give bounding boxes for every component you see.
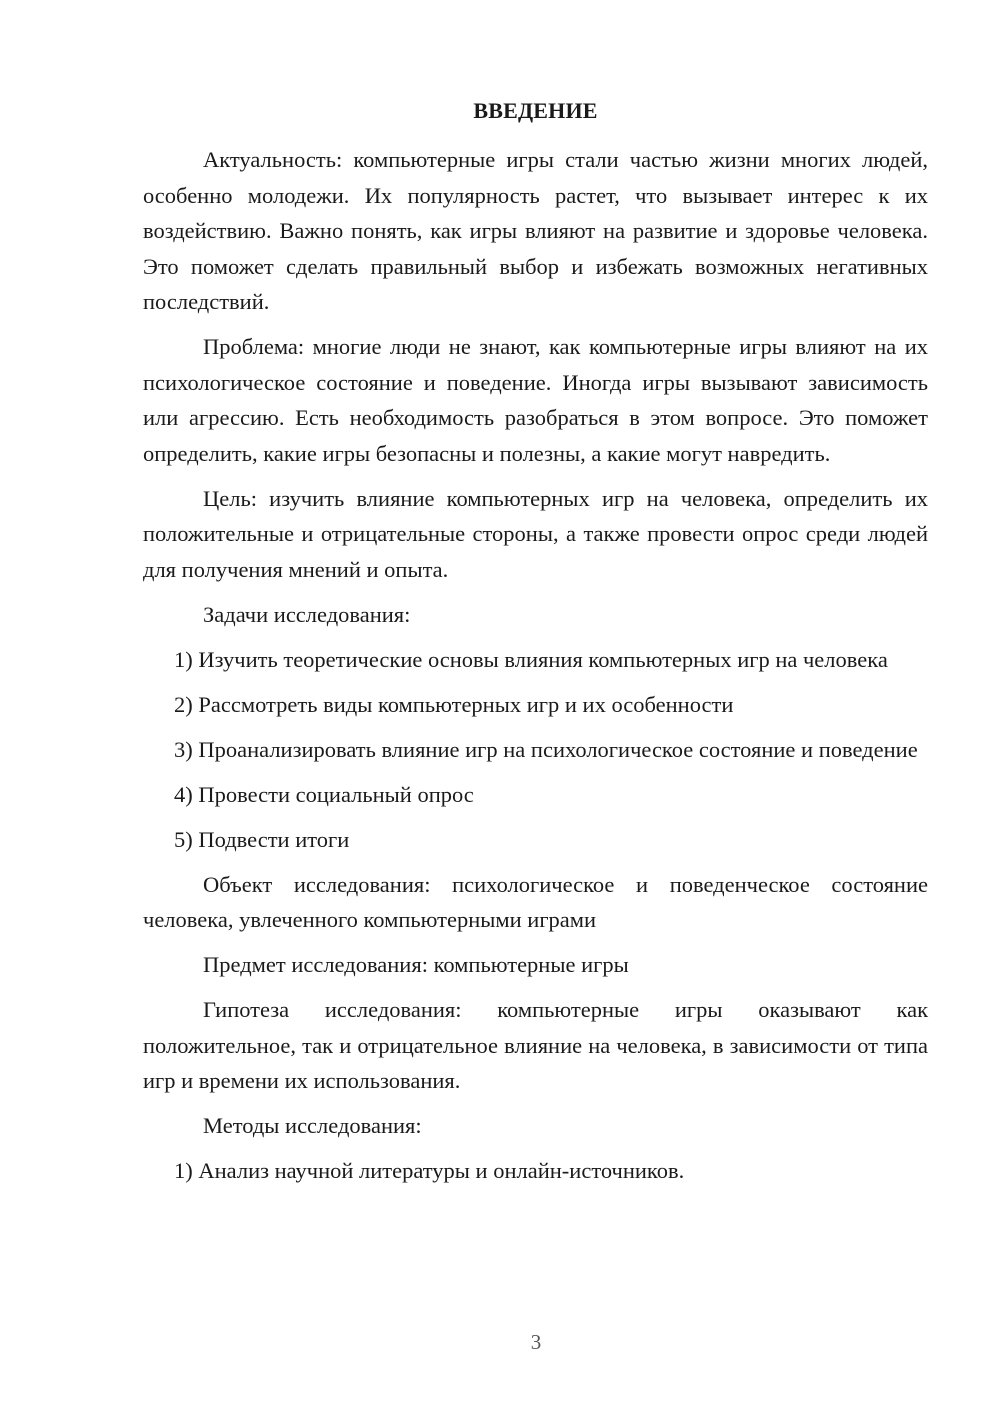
page-number: 3 xyxy=(530,1330,542,1354)
paragraph-tasks-heading: Задачи исследования: xyxy=(203,601,411,627)
document-body xyxy=(143,142,928,1198)
paragraph-subject: Предмет исследования: компьютерные игры xyxy=(203,952,629,977)
paragraph-object: Объект исследования: психологическое и поведенческое состояние человека, увлеченного компьютерными играми xyxy=(143,871,928,932)
paragraph-relevance: Актуальность: компьютерные игры стали частью жизни многих людей, особенно молодежи. Их популярность растет, что вызывает интерес к их воздействию. Важно понять, как игры влияют на развитие и здоровье человека. Это поможет сделать правильный выбор и избежать возможных негативных последствий. xyxy=(143,147,928,314)
paragraph-goal: Цель: изучить влияние компьютерных игр на человека, определить их положительные и отрицательные стороны, а также провести опрос среди людей для получения мнений и опыта. xyxy=(143,485,928,582)
paragraph-problem: Проблема: многие люди не знают, как компьютерные игры влияют на их психологическое состояние и поведение. Иногда игры вызывают зависимость или агрессию. Есть необходимость разобраться в этом вопросе. Это поможет определить, какие игры безопасны и полезны, а какие могут навредить. xyxy=(143,334,928,466)
paragraph-methods-heading: Методы исследования: xyxy=(203,1113,422,1138)
page-title: ВВЕДЕНИЕ xyxy=(473,98,598,123)
list-item-method-1: 1) Анализ научной литературы и онлайн-источников. xyxy=(174,1158,685,1183)
list-item-task-5: 5) Подвести итоги xyxy=(174,826,350,852)
paragraph-hypothesis: Гипотеза исследования: компьютерные игры оказывают как положительное, так и отрицательное влияние на человека, в зависимости от типа игр и времени их использования. xyxy=(143,997,928,1093)
list-item-task-1: 1) Изучить теоретические основы влияния компьютерных игр на человека xyxy=(174,646,888,672)
list-item-task-4: 4) Провести социальный опрос xyxy=(174,781,474,807)
list-item-task-2: 2) Рассмотреть виды компьютерных игр и их особенности xyxy=(174,691,734,717)
list-item-task-3: 3) Проанализировать влияние игр на психологическое состояние и поведение xyxy=(174,736,918,762)
